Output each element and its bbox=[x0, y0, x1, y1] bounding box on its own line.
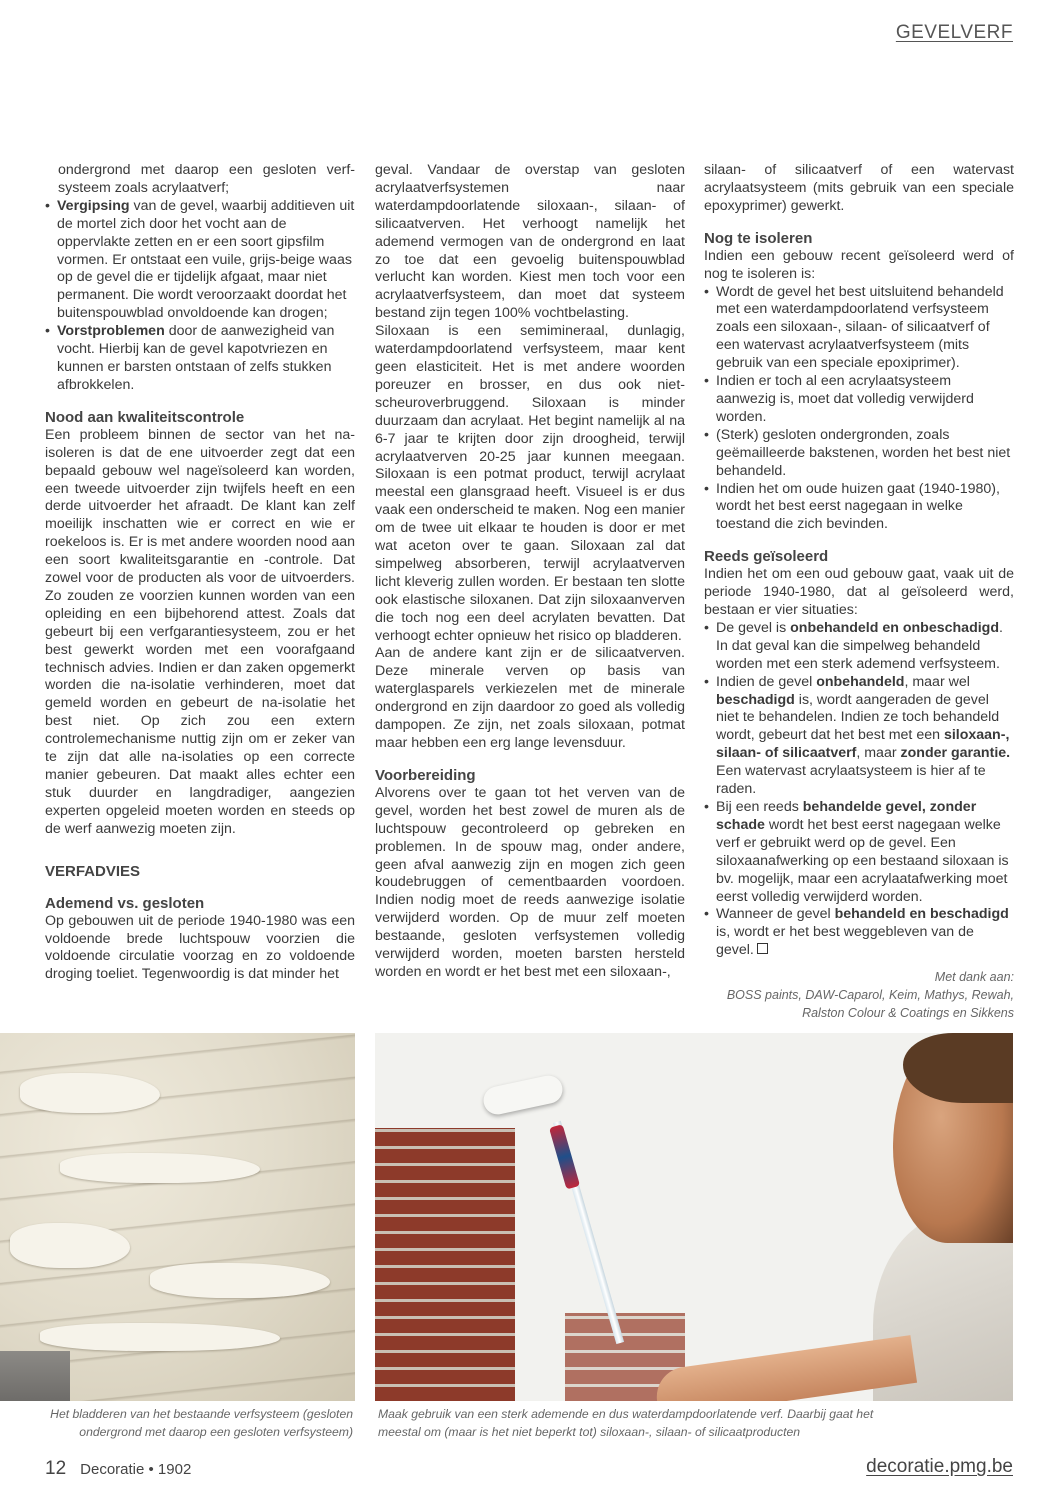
bold-term: behandelde gevel, zonder schade bbox=[716, 799, 977, 833]
website-link[interactable]: decoratie.pmg.be bbox=[866, 1456, 1013, 1477]
list-text: door de aanwezigheid van vocht. Hierbij kan de gevel kapotvriezen en kunnen er barsten ontstaan of zelfs stukken afbrokkelen. bbox=[57, 323, 335, 393]
list-text: Een watervast acrylaatsysteem is hier af te raden. bbox=[716, 763, 986, 798]
credit bbox=[704, 968, 1014, 1022]
paragraph-reeds: Indien het om een oud gebouw gaat, vaak uit de periode 1940-1980, dat al geïsoleerd werd, bestaan er vier situaties: bbox=[704, 566, 1014, 619]
paint-flake bbox=[60, 1153, 260, 1183]
pavement bbox=[0, 1351, 70, 1401]
heading-reeds-geisoleerd: Reeds geïsoleerd bbox=[704, 548, 829, 566]
heading-voorbereiding: Voorbereiding bbox=[375, 766, 476, 784]
paragraph-siloxaan: Siloxaan is een semimineraal, dunlagig, waterdampdoorlatend verfsysteem, maar kent geen elasticiteit. Het is met andere woorden poreuzer en brosser, en dus ook niet-scheuroverbruggend. Siloxaan is minder duurzaam dan acrylaat. Het begint namelijk al na 6-7 jaar te krijten door zijn droogheid, terwijl acrylaatverven 20-25 jaar kunnen meegaan. Siloxaan is een potmat product, terwijl acrylaat meestal een glansgraad heeft. Visueel is er dus vaak een onderscheid te maken. Nog een manier om de twee uit elkaar te houden is door er met wat aceton over te gaan. Siloxaan zal dat simpelweg absorberen, terwijl acrylaatverven licht kleverig zullen worden. Er bestaan ten slotte ook elastische siloxanen. Dat zijn siloxaanverven die toch nog een deel acrylaten bevatten. Dat verhoogt echter opnieuw het risico op bladderen. bbox=[375, 323, 685, 644]
paint-flake bbox=[20, 1073, 160, 1113]
paragraph-kwaliteit: Een probleem binnen de sector van het na-isoleren is dat de ene uitvoerder zegt dat een bepaald gebouw wel nageïsoleerd kan worden, een tweede uitvoerder zijn twijfels heeft en een derde uitvoerder het afraadt. De klant kan zelf moeilijk inschatten wie er correct en wie er roekeloos is. Er is met andere woorden nood aan een soort kwaliteitsgarantie en -controle. Dat zowel voor de producten als voor de uitvoerders. Zo zouden ze voorzien kunnen worden van een opleiding en een bijbehorend attest. Zoals dat gebeurt bij een verfgarantiesysteem, zou er het best gewerkt worden met een voorafgaand technisch advies. Indien er dan zaken opgemerkt worden die na-isolatie verhinderen, moet dat gemeld worden en gebeurt de na-isolatie het best niet. Op zich zou een extern controlemechanisme nuttig zijn om er zeker van te zijn dat alle na-isolaties op een correcte manier gebeuren. Dat maakt alles echter een stuk duurder en langdradiger, aangezien experten opgeleid moeten worden en steeds op de werf aanwezig moeten zijn. bbox=[45, 426, 355, 837]
heading-verfadvies: VERFADVIES bbox=[45, 862, 141, 880]
heading-kwaliteitscontrole: Nood aan kwaliteitscontrole bbox=[45, 408, 245, 426]
paint-flake bbox=[150, 1263, 330, 1298]
credit-names: BOSS paints, DAW-Caparol, Keim, Mathys, Rewah, Ralston Colour & Coatings en Sikkens bbox=[726, 988, 1014, 1021]
problem-list bbox=[45, 198, 355, 395]
list-text: Wanneer de gevel bbox=[716, 906, 835, 923]
list-text: wordt het best eerst nagegaan welke verf er gebruikt werd op de gevel. Een siloxaanafwerking op een bestaand siloxaan is bv. mogelijk, maar een acrylaatafwerking moet eerst volledig verwijderd worden. bbox=[716, 816, 1009, 905]
paragraph-silicaat: Aan de andere kant zijn er de silicaatverven. Deze minerale verven op basis van waterglasparels verkiezelen met de minerale ondergrond en zijn daardoor zo goed als volledig dampopen. Ze zijn, net zoals siloxaan, potmat maar hebben een erg lange levensduur. bbox=[375, 645, 685, 751]
column-1 bbox=[45, 162, 355, 984]
paragraph-voorbereiding: Alvorens over te gaan tot het verven van de gevel, worden het best zowel de muren als de luchtspouw gecontroleerd op gebreken en problemen. In de spouw mag, onder andere, geen afval aanwezig zijn en mogen zich geen koudebruggen of cementbaarden voordoen. Indien nodig moet de reeds aanwezige isolatie verwijderd worden. Op de muur zelf moeten bestaande, gesloten verfsystemen volledig verwijderd worden, moeten barsten hersteld worden en wordt er het best met een siloxaan-, bbox=[375, 784, 685, 980]
list-text: Bij een reeds bbox=[716, 799, 803, 815]
page-number: 12 bbox=[45, 1458, 67, 1479]
magazine-issue: Decoratie • 1902 bbox=[80, 1461, 192, 1478]
list-item: • Indien er toch al een acrylaatsysteem aanwezig is, moet dat volledig verwijderd worden. bbox=[704, 373, 1014, 427]
paint-roller bbox=[481, 1073, 565, 1117]
caption-photo-1: Het bladderen van het bestaande verfsysteem (gesloten ondergrond met daarop een gesloten verfsysteem) bbox=[50, 1407, 353, 1439]
roller-grip bbox=[549, 1124, 580, 1189]
list-text: . In dat geval kan die simpelweg behandeld worden met een sterk ademend verfsysteem. bbox=[716, 619, 1003, 672]
bold-term: Vergipsing bbox=[57, 197, 130, 214]
list-item-vergipsing bbox=[45, 198, 355, 323]
list-text: , maar bbox=[856, 745, 901, 762]
bold-term: behandeld en beschadigd bbox=[834, 906, 1009, 923]
reeds-list bbox=[704, 620, 1014, 960]
brick-wall bbox=[375, 1128, 515, 1401]
list-item: • (Sterk) gesloten ondergronden, zoals geëmailleerde bakstenen, worden het best niet behandeld. bbox=[704, 427, 1014, 481]
list-item: • Indien het om oude huizen gaat (1940-1980), wordt het best eerst nagegaan in welke toestand die zich bevinden. bbox=[704, 481, 1014, 535]
section-label: GEVELVERF bbox=[895, 22, 1013, 43]
footer-left bbox=[45, 1458, 191, 1480]
paragraph-1: geval. Vandaar de overstap van gesloten acrylaatverfsystemen naar waterdampdoorlatende siloxaan-, silaan- of silicaatverven. Het verhoogt namelijk het ademend vermogen van de ondergrond en laat zo toe dat een gevoelig buitenspouwblad verlucht kan worden. Kiest men toch voor een acrylaatverfsysteem, dan moet dat systeem bestand zijn tegen 100% vochtbelasting. bbox=[375, 162, 685, 322]
list-item-vorst bbox=[45, 323, 355, 395]
list-item bbox=[704, 620, 1014, 674]
column-2 bbox=[375, 162, 685, 982]
list-text: , maar wel bbox=[904, 673, 970, 690]
caption-photo-2: Maak gebruik van een sterk ademende en dus waterdampdoorlatende verf. Daarbij gaat het meestal om (maar is het niet beperkt tot) siloxaan-, silaan- of silicaatproducten bbox=[378, 1407, 874, 1439]
credit-title: Met dank aan: bbox=[934, 970, 1014, 985]
list-text: Indien de gevel bbox=[716, 673, 817, 690]
bold-term: Vorstproblemen bbox=[57, 323, 165, 340]
list-text: is, wordt er het best weggebleven van de gevel. bbox=[716, 924, 974, 959]
heading-ademend: Ademend vs. gesloten bbox=[45, 894, 205, 912]
bold-term: beschadigd bbox=[716, 691, 795, 708]
heading-nog-te-isoleren: Nog te isoleren bbox=[704, 229, 813, 247]
paint-flake bbox=[10, 1223, 130, 1268]
end-mark-icon bbox=[757, 943, 768, 954]
bold-term: zonder garantie. bbox=[900, 745, 1011, 762]
paragraph-1: silaan- of silicaatverf of een watervast acrylaatsysteem (mits gebruik van een speciale epoxyprimer) gewerkt. bbox=[704, 162, 1014, 214]
paint-flake bbox=[40, 1323, 280, 1351]
list-text: is, wordt aangeraden de gevel niet te behandelen. Indien ze toch behandeld wordt, gebeurt dat het best met een bbox=[716, 691, 1000, 744]
photo-peeling-paint bbox=[0, 1033, 355, 1401]
bold-term: siloxaan-, silaan- of silicaatverf bbox=[716, 727, 1010, 762]
paragraph-nog: Indien een gebouw recent geïsoleerd werd of nog te isoleren is: bbox=[704, 247, 1014, 282]
paragraph-ademend: Op gebouwen uit de periode 1940-1980 was een voldoende brede luchtspouw voorzien die voldoende circulatie voorzag en zo voldoende droging toeliet. Tegenwoordig is dat minder het bbox=[45, 912, 355, 983]
column-3 bbox=[704, 162, 1014, 1022]
list-text: van de gevel, waarbij additieven uit de mortel zich door het vocht aan de oppervlakte zetten en er een soort gipsfilm vormen. Er ontstaat een vuile, grijs-beige waas op de gevel die er tijdelijk afgaat, maar niet permanent. Die wordt veroorzaakt doordat het buitenspouwblad onvoldoende kan drogen; bbox=[57, 197, 355, 322]
nog-list bbox=[704, 284, 1014, 535]
list-text: De gevel is bbox=[716, 619, 791, 636]
list-item bbox=[704, 906, 1014, 960]
list-item bbox=[704, 799, 1014, 906]
bold-term: onbehandeld bbox=[816, 673, 905, 690]
list-item bbox=[704, 674, 1014, 799]
list-item: • Wordt de gevel het best uitsluitend behandeld met een waterdampdoorlatend verfsysteem zoals een siloxaan-, silaan- of silicaatverf of een watervast acrylaatverfsysteem (mits gebruik van een speciale epoxiprimer). bbox=[704, 284, 1014, 374]
paragraph-intro: ondergrond met daarop een gesloten verfsysteem zoals acrylaatverf; bbox=[58, 162, 355, 196]
photo-painting-wall bbox=[375, 1033, 1013, 1401]
bold-term: onbehandeld en onbeschadigd bbox=[790, 619, 1000, 636]
